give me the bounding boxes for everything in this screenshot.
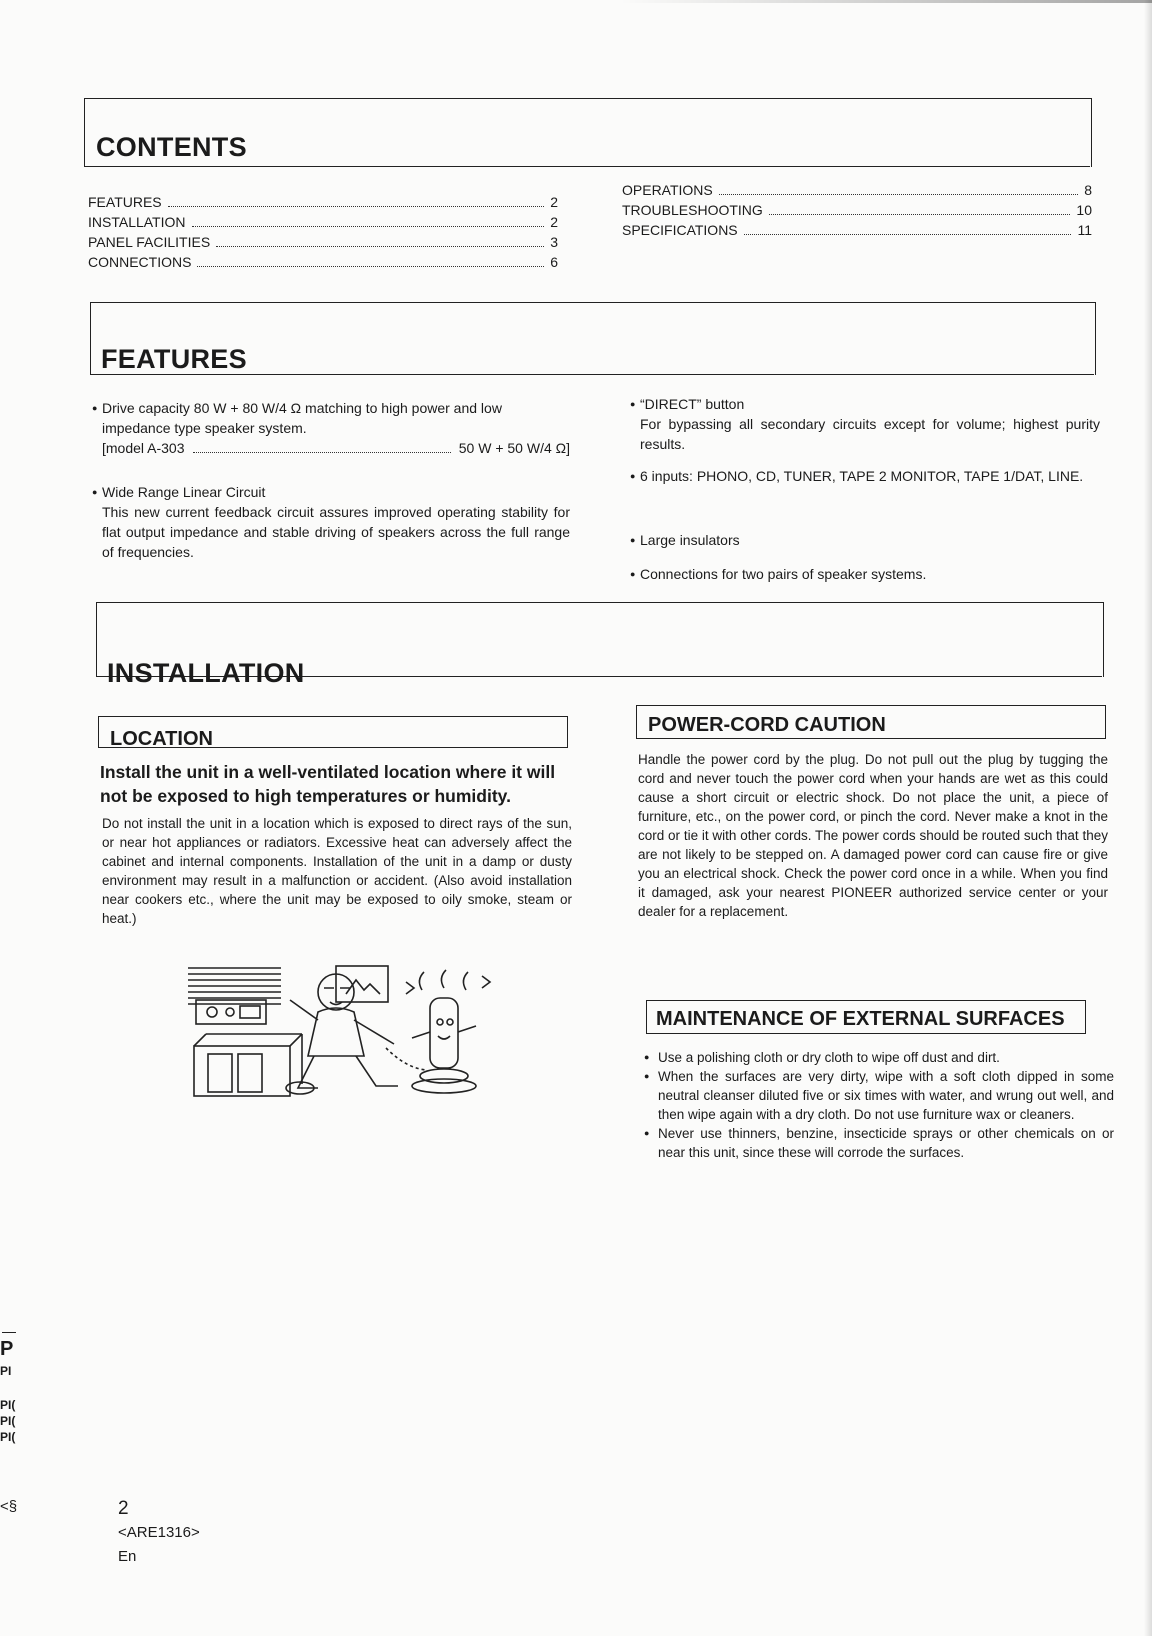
toc-entry-troubleshooting[interactable]: [622, 202, 1092, 218]
toc-leader: [769, 214, 1071, 215]
feature-model-value: 50 W + 50 W/4 Ω]: [458, 440, 570, 456]
feature-model-label: [model A-303: [102, 440, 185, 456]
installation-hazard-illustration: [186, 962, 496, 1102]
feature-inputs: [630, 466, 1100, 486]
radiator-heater-icon: [406, 970, 490, 1093]
margin-fragment: PI(: [0, 1414, 16, 1428]
feature-inputs-text: 6 inputs: PHONO, CD, TUNER, TAPE 2 MONITOR, TAPE 1/DAT, LINE.: [640, 468, 1084, 484]
power-cord-text: Handle the power cord by the plug. Do not pull out the plug by tugging the cord and never touch the power cord when your hands are wet as this could cause a short circuit or electric shock. Do not place the unit, a piece of furniture, etc., on the power cord, or pinch the cord. Never make a knot in the cord or tie it with other cords. The power cords should be routed such that they are not likely to be stepped on. A damaged power cord can cause fire or give you an electrical shock. Check the power cord once in a while. When you find it damaged, ask your nearest PIONEER authorized service center or your dealer for a replacement.: [638, 752, 1108, 919]
toc-page: 3: [550, 234, 558, 250]
feature-connections-text: Connections for two pairs of speaker systems.: [640, 566, 927, 582]
installation-title: INSTALLATION: [107, 658, 305, 688]
feature-direct-button: [630, 394, 1100, 454]
page-number: 2: [118, 1498, 129, 1519]
bullet-icon: ●: [630, 535, 636, 545]
features-title: FEATURES: [101, 344, 247, 374]
margin-fragment: PI: [0, 1364, 12, 1378]
toc-page: 2: [550, 194, 558, 210]
bullet-icon: ●: [92, 487, 98, 497]
bullet-icon: ●: [644, 1128, 650, 1138]
toc-leader: [216, 246, 544, 247]
feature-drive-line1: Drive capacity 80 W + 80 W/4 Ω matching to high power and low: [102, 400, 502, 416]
maintenance-list: [644, 1048, 1114, 1162]
toc-label: OPERATIONS: [622, 182, 713, 198]
maintenance-item: [644, 1048, 1114, 1067]
toc-leader: [168, 206, 545, 207]
toc-entry-operations[interactable]: [622, 182, 1092, 198]
toc-label: INSTALLATION: [88, 214, 186, 230]
toc-label: SPECIFICATIONS: [622, 222, 738, 238]
bullet-icon: ●: [630, 569, 636, 579]
margin-fragment: P: [0, 1338, 14, 1360]
feature-wide-range: [92, 482, 570, 562]
toc-entry-panel-facilities[interactable]: [88, 234, 558, 250]
margin-rule: [2, 1332, 16, 1333]
power-cord-title: POWER-CORD CAUTION: [648, 714, 886, 736]
feature-direct-text: For bypassing all secondary circuits except for volume; highest purity results.: [640, 416, 1100, 452]
window-blinds-icon: [188, 968, 281, 1004]
maintenance-item-text: Never use thinners, benzine, insecticide sprays or other chemicals on or near this unit, since these will corrode the surfaces.: [658, 1126, 1114, 1160]
bullet-icon: ●: [630, 471, 636, 481]
language-code: En: [118, 1548, 137, 1565]
toc-page: 11: [1077, 222, 1092, 238]
bullet-icon: ●: [630, 399, 636, 409]
maintenance-item-text: When the surfaces are very dirty, wipe with a soft cloth dipped in some neutral cleanser diluted five or six times with water, and wrung out well, and then wipe again with a dry cloth. Do not use furniture wax or cleaners.: [658, 1069, 1114, 1122]
location-text: Do not install the unit in a location which is exposed to direct rays of the sun, or near hot appliances or radiators. Excessive heat can adversely affect the cabinet and internal components. Installation of the unit in a damp or dusty environment may result in a malfunction or accident. (Also avoid installation near cookers etc., where the unit may be exposed to oily smoke, steam or heat.): [102, 816, 572, 926]
maintenance-item: [644, 1124, 1114, 1162]
feature-direct-title: “DIRECT” button: [640, 396, 745, 412]
location-lead: Install the unit in a well-ventilated location where it will not be exposed to high temperatures or humidity.: [100, 762, 556, 806]
toc-entry-features[interactable]: [88, 194, 558, 210]
maintenance-title: MAINTENANCE OF EXTERNAL SURFACES: [656, 1008, 1065, 1030]
toc-page: 2: [550, 214, 558, 230]
toc-leader: [744, 234, 1072, 235]
bullet-icon: ●: [92, 403, 98, 413]
contents-title: CONTENTS: [96, 132, 247, 162]
bullet-icon: ●: [644, 1052, 650, 1062]
feature-wide-text: This new current feedback circuit assures improved operating stability for flat output impedance and stable driving of speakers across the full range of frequencies.: [102, 504, 570, 560]
toc-label: FEATURES: [88, 194, 162, 210]
toc-entry-specifications[interactable]: [622, 222, 1092, 238]
toc-page: 8: [1084, 182, 1092, 198]
feature-drive-line2: impedance type speaker system.: [102, 420, 307, 436]
scan-edge-shading: [1144, 0, 1152, 1636]
toc-label: PANEL FACILITIES: [88, 234, 211, 250]
margin-fragment: PI(: [0, 1398, 16, 1412]
toc-leader: [192, 226, 545, 227]
feature-insulators: [630, 530, 1100, 550]
maintenance-item: [644, 1067, 1114, 1124]
picture-frame-icon: [336, 966, 388, 1002]
feature-insulators-text: Large insulators: [640, 532, 740, 548]
scan-edge-shading: [620, 0, 1152, 3]
toc-page: 10: [1076, 202, 1092, 218]
toc-entry-connections[interactable]: [88, 254, 558, 270]
contents-divider: [84, 166, 1090, 167]
bullet-icon: ●: [644, 1071, 650, 1081]
document-code: <ARE1316>: [118, 1524, 200, 1541]
toc-label: TROUBLESHOOTING: [622, 202, 763, 218]
feature-drive-capacity: [92, 398, 570, 458]
toc-leader: [719, 194, 1078, 195]
toc-page: 6: [550, 254, 558, 270]
toc-label: CONNECTIONS: [88, 254, 192, 270]
toc-leader: [197, 266, 544, 267]
feature-model-leader: [193, 452, 451, 453]
location-title: LOCATION: [110, 728, 213, 750]
cord-line: [386, 1048, 426, 1070]
maintenance-item-text: Use a polishing cloth or dry cloth to wipe off dust and dirt.: [658, 1050, 1000, 1065]
margin-fragment: PI(: [0, 1430, 16, 1444]
toc-entry-installation[interactable]: [88, 214, 558, 230]
margin-fragment: <§: [0, 1498, 18, 1515]
feature-wide-title: Wide Range Linear Circuit: [102, 484, 266, 500]
feature-connections: [630, 564, 1100, 584]
